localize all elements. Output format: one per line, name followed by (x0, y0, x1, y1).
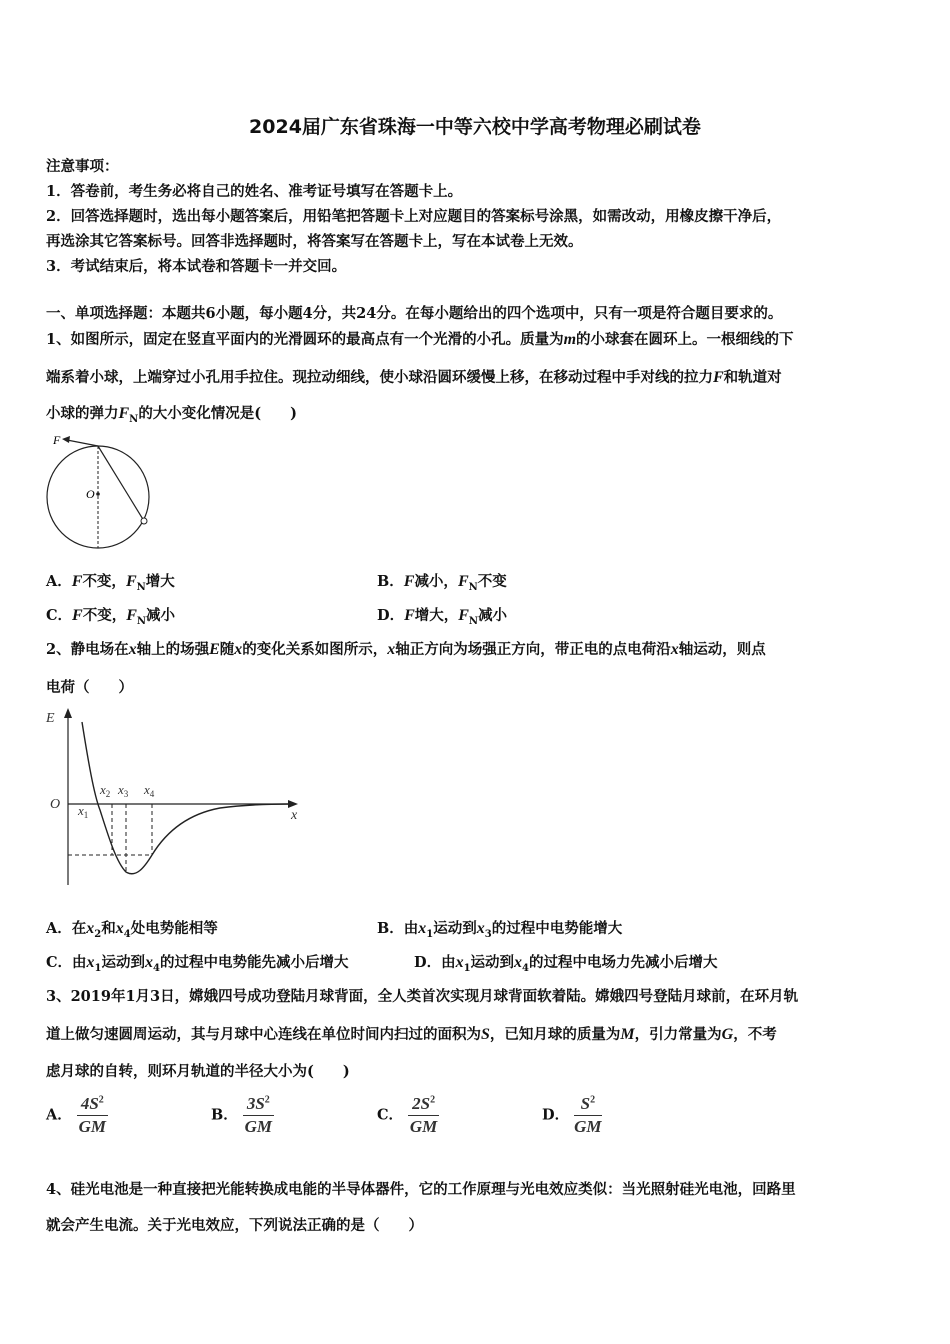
q1-option-d[interactable]: D．F增大，$F_N$减小 (377, 607, 508, 627)
q2-option-a[interactable]: A．在$x_2$和$x_4$处电势能相等 (46, 920, 218, 940)
q2-option-d[interactable]: D．由$x_1$运动到$x_4$的过程中电场力先减小后增大 (414, 954, 718, 974)
q3-stem-line: 道上做匀速圆周运动，其与月球中心连线在单位时间内扫过的面积为S，已知月球的质量为M，引力常量为G，不考 (46, 1026, 777, 1043)
notice-heading: 注意事项： (46, 158, 119, 175)
q2-option-b[interactable]: B．由$x_1$运动到$x_3$的过程中电势能增大 (377, 920, 623, 940)
notice-item: 2．回答选择题时，选出每小题答案后，用铅笔把答题卡上对应题目的答案标号涂黑，如需改动，用橡皮擦干净后， (46, 208, 782, 225)
notice-item: 1．答卷前，考生务必将自己的姓名、准考证号填写在答题卡上。 (46, 183, 463, 200)
q3-option-d[interactable]: D． $\frac{S^2}{GM}$ (542, 1094, 602, 1136)
q1-stem-line: 小球的弹力$F_N$的大小变化情况是( ) (46, 405, 298, 425)
q1-option-a[interactable]: A．F不变，$F_N$增大 (46, 573, 175, 593)
q2-option-c[interactable]: C．由$x_1$运动到$x_4$的过程中电势能先减小后增大 (46, 954, 349, 974)
q2-field-graph (40, 700, 310, 895)
q2-stem-line: 电荷（ ） (46, 679, 133, 696)
x1-label: $x_1$ (78, 803, 89, 820)
section-heading: 一、单项选择题：本题共6小题，每小题4分，共24分。在每小题给出的四个选项中，只有一项是符合题目要求的。 (46, 305, 783, 322)
notice-item: 3．考试结束后，将本试卷和答题卡一并交回。 (46, 258, 347, 275)
q3-option-c[interactable]: C． $\frac{2S^2}{GM}$ (377, 1094, 438, 1136)
q1-ring-figure (40, 430, 165, 555)
q4-stem-line: 4、硅光电池是一种直接把光能转换成电能的半导体器件，它的工作原理与光电效应类似：当光照射硅光电池，回路里 (46, 1181, 796, 1198)
notice-item: 再选涂其它答案标号。回答非选择题时，将答案写在答题卡上，写在本试卷上无效。 (46, 233, 583, 250)
q2-stem-line: 2、静电场在x轴上的场强E随x的变化关系如图所示，x轴正方向为场强正方向，带正电的点电荷沿x轴运动，则点 (46, 641, 766, 658)
q1-stem-line: 端系着小球，上端穿过小孔用手拉住。现拉动细线，使小球沿圆环缓慢上移，在移动过程中手对线的拉力F和轨道对 (46, 369, 782, 386)
q3-option-a[interactable]: A． $\frac{4S^2}{GM}$ (46, 1094, 107, 1136)
q3-stem-line: 虑月球的自转，则环月轨道的半径大小为( ) (46, 1063, 350, 1080)
q1-stem-line: 1、如图所示，固定在竖直平面内的光滑圆环的最高点有一个光滑的小孔。质量为m的小球套在圆环上。一根细线的下 (46, 331, 794, 348)
e-axis-label: E (46, 711, 55, 726)
x4-label: $x_4$ (144, 782, 155, 799)
q4-stem-line: 就会产生电流。关于光电效应，下列说法正确的是（ ） (46, 1217, 423, 1234)
q1-option-b[interactable]: B．F减小，$F_N$不变 (377, 573, 507, 593)
x3-label: $x_3$ (118, 782, 129, 799)
page-title: 2024届广东省珠海一中等六校中学高考物理必刷试卷 (249, 116, 701, 138)
origin-label: O (50, 797, 61, 812)
q3-stem-line: 3、2019年1月3日，嫦娥四号成功登陆月球背面，全人类首次实现月球背面软着陆。嫦娥四号登陆月球前，在环月轨 (46, 988, 799, 1005)
force-label: F (53, 433, 61, 447)
q1-option-c[interactable]: C．F不变，$F_N$减小 (46, 607, 176, 627)
center-label: O (86, 487, 95, 501)
q3-option-b[interactable]: B． $\frac{3S^2}{GM}$ (211, 1094, 273, 1136)
x2-label: $x_2$ (100, 782, 111, 799)
x-axis-label: x (291, 808, 298, 823)
